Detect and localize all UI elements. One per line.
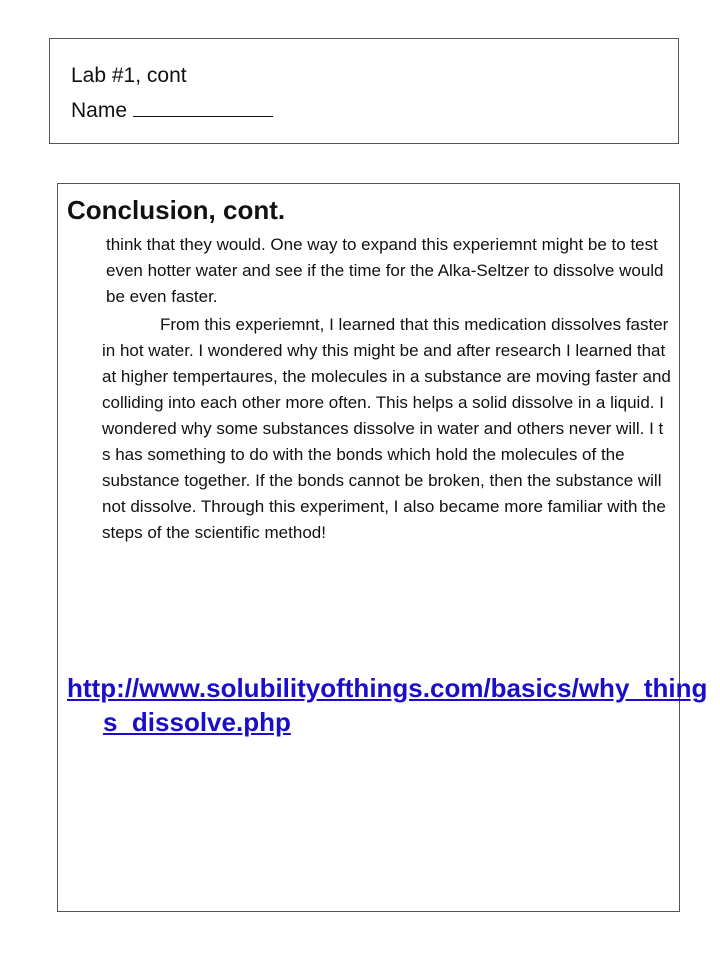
conclusion-paragraph-1: think that they would. One way to expand this experiemnt might be to test even hotter water and see if the time for the Alka-Seltzer to dissolve would be even faster. [106,235,664,306]
conclusion-box [57,183,708,912]
reference-link[interactable]: http://www.solubilityofthings.com/basics/why_things_dissolve.php [67,673,708,737]
conclusion-title: Conclusion, cont. [67,195,286,225]
header-box [49,38,679,144]
name-label: Name [71,99,128,122]
name-blank-underline [133,96,273,117]
lab-title: Lab #1, cont [71,64,187,87]
name-line [71,96,273,124]
conclusion-body [102,232,674,546]
conclusion-paragraph-2: From this experiemnt, I learned that this medication dissolves faster in hot water. I wondered why this might be and after research I learned that at higher tempertaures, the molecules in a substance are moving faster and colliding into each other more often. This helps a solid dissolve in a liquid. I wondered why some substances dissolve in water and others never will. I t s has something to do with the bonds which hold the molecules of the substance together. If the bonds cannot be broken, then the substance will not dissolve. Through this experiment, I also became more familiar with the steps of the scientific method! [102,315,671,542]
